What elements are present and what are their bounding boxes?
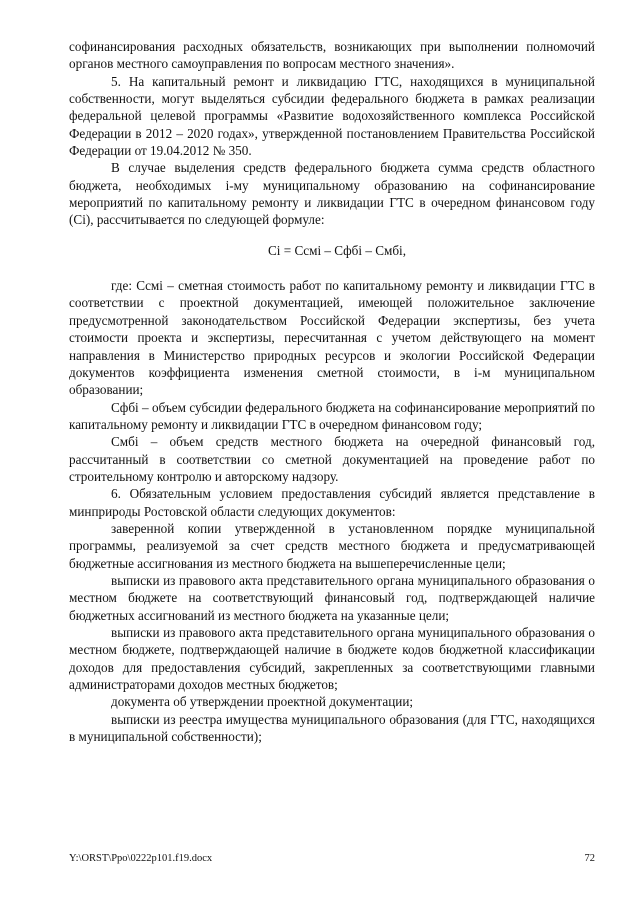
document-body: [69, 38, 595, 745]
definition-cmbi: Cмбi – объем средств местного бюджета на очередной финансовый год, рассчитанный в соответствии со сметной документацией на проведение работ по строительному контролю и авторскому надзору.: [69, 434, 595, 484]
list-item: выписки из правового акта представительного органа муниципального образования о местном бюджете на соответствующий финансовый год, подтверждающей наличие бюджетных ассигнований из местного бюджета на указанные цели;: [69, 572, 595, 623]
definition-cfbi: Cфбi – объем субсидии федерального бюджета на софинансирование мероприятий по капитальному ремонту и ликвидации ГТС в очередном финансовом году;: [69, 399, 595, 432]
list-item: документа об утверждении проектной документации;: [111, 694, 414, 710]
footer-file-path: Y:\ORST\Ppo\0222p101.f19.docx: [69, 853, 213, 864]
page-footer: [69, 853, 595, 864]
definition-ccmi: где: Ccмi – сметная стоимость работ по капитальному ремонту и ликвидации ГТС в соответствии с проектной документацией, имеющей положительное заключение предусмотренной законодательством Российской Федерации экспертизы, без учета стоимости проекта и экспертизы, пересчитанная с учетом действующего на момент направления в Министерство природных ресурсов и экологии Российской Федерации документов коэффициента изменения сметной стоимости, в i-м муниципальном образовании;: [69, 278, 595, 398]
formula: Ci = Ccмi – Cфбi – Cмбi,: [267, 242, 407, 258]
list-item: выписки из правового акта представительного органа муниципального образования о местном бюджете, подтверждающей наличие в бюджете кодов бюджетной классификации доходов для предоставления субсидий, закрепленных за соответствующими главными администраторами доходов местных бюджетов;: [69, 625, 595, 693]
paragraph-item-6: 6. Обязательным условием предоставления субсидий является представление в минприроды Ростовской области следующих документов:: [69, 486, 595, 519]
paragraph-continuation: софинансирования расходных обязательств, возникающих при выполнении полномочий органов местного самоуправления по вопросам местного значения».: [69, 39, 595, 72]
paragraph-item-5: 5. На капитальный ремонт и ликвидацию ГТС, находящихся в муниципальной собственности, могут выделяться субсидии федерального бюджета в рамках реализации федеральной целевой программы «Развитие водохозяйственного комплекса Российской Федерации в 2012 – 2020 годах», утвержденной постановлением Правительства Российской Федерации от 19.04.2012 № 350.: [69, 73, 595, 159]
paragraph-formula-intro: В случае выделения средств федерального бюджета сумма средств областного бюджета, необходимых i-му муниципальному образованию на софинансирование мероприятий по капитальному ремонту и ликвидации ГТС в очередном финансовом году (Ci), рассчитывается по следующей формуле:: [69, 160, 595, 228]
list-item: заверенной копии утвержденной в установленном порядке муниципальной программы, реализуемой за счет средств местного бюджета и предусматривающей бюджетные ассигнования из местного бюджета на вышеперечисленные цели;: [69, 520, 595, 571]
list-item: выписки из реестра имущества муниципального образования (для ГТС, находящихся в муниципальной собственности);: [69, 711, 595, 745]
page-number: 72: [584, 853, 595, 864]
